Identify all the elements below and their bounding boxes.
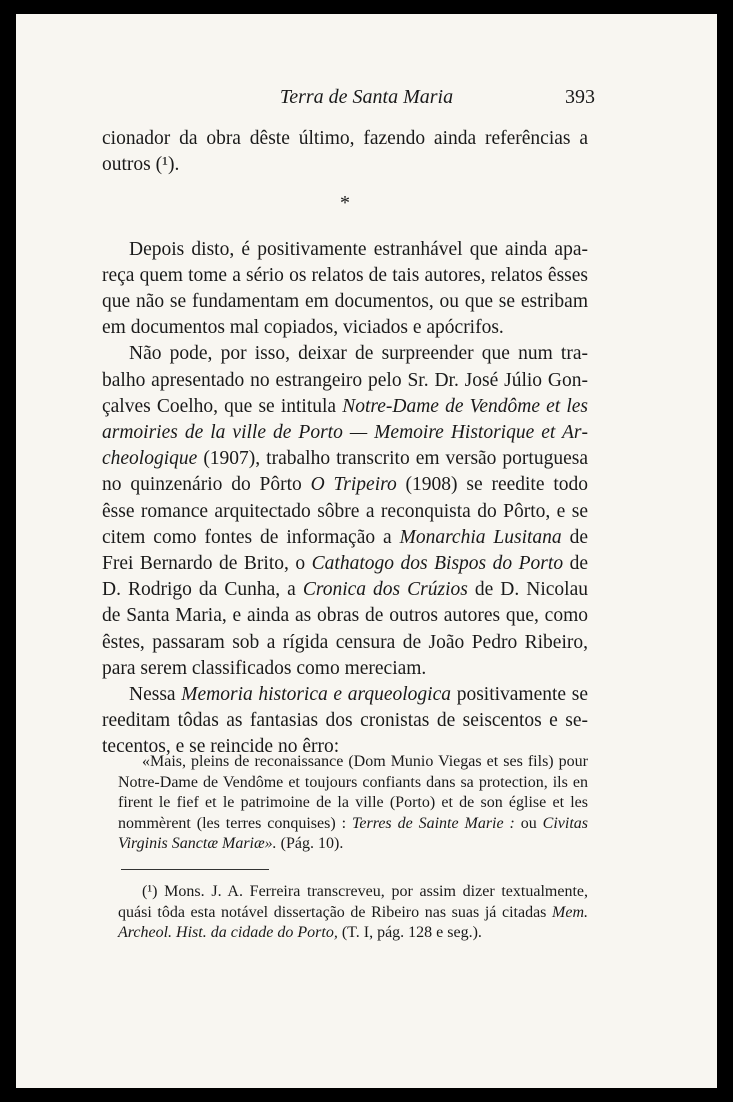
footnote-reference: (¹). — [155, 154, 180, 176]
text-run: de D. Rodrigo da Cunha, a — [102, 553, 588, 601]
paragraph-1: Depois disto, é positivamente estranhável que ainda apareça quem tome a sério os relatos de tais autores, relatos êsses que não se fundamentam em documentos, ou que se estribam em documentos mal copiados, viciados e apócrifos. — [102, 238, 588, 339]
italic-title: O Tripeiro — [310, 474, 397, 496]
text-run: (Pág. 10). — [276, 835, 344, 853]
paragraph-3 — [102, 682, 588, 761]
italic-title: Mem. Archeol. Hist. da cidade do Porto, — [118, 903, 588, 942]
italic-title: Civitas Virginis Sanctæ Mariæ». — [118, 814, 588, 853]
italic-title: Cronica dos Crúzios — [302, 579, 468, 601]
text-run: ou — [514, 814, 543, 832]
text-run: de Frei Bernardo de Brito, o — [102, 526, 588, 575]
text-run: (T. I, pág. 128 e seg.). — [337, 924, 482, 942]
page — [16, 14, 717, 1088]
text-run: (1907), trabalho transcrito em versão portuguesa no quinzenário do Pôrto — [102, 448, 588, 496]
quote-paragraph — [118, 752, 588, 855]
running-title: Terra de Santa Maria — [279, 86, 454, 108]
intro-paragraph — [102, 126, 588, 178]
intro-text: cionador da obra dêste último, fazendo ainda referências a outros — [102, 128, 588, 176]
paragraph-2 — [102, 341, 588, 682]
text-run: «Mais, pleins de reconaissance (Dom Munio Viegas et ses fils) pour Notre-Dame de Vendôme et toujours confiants dans sa protection, ils en firent le fief et le patrimoine de la ville (Porto) et de son église et les nommèrent (les terres conquises) : — [118, 753, 588, 832]
text-run: Não pode, por isso, deixar de surpreender que num trabalho apresentado no estrangeiro pelo Sr. Dr. José Júlio Gonçalves Coelho, que se intitula — [102, 343, 588, 417]
italic-title: Monarchia Lusitana — [399, 526, 562, 548]
footnote-marker: (¹) — [142, 883, 158, 900]
section-separator: * — [340, 192, 350, 215]
page-header — [16, 86, 717, 116]
body-text — [102, 126, 588, 761]
text-run: Nessa — [129, 684, 182, 706]
block-quote — [118, 752, 588, 855]
text-run: de D. Nicolau de Santa Maria, e ainda as obras de outros autores que, como êstes, passaram sob a rígida censura de João Pedro Ribeiro, para serem classificados como mereciam. — [102, 579, 588, 679]
footnote-rule — [121, 869, 269, 870]
text-run: positivamente se reeditam tôdas as fantasias dos cronistas de seiscentos e setecentos, e se reincide no êrro: — [102, 684, 588, 758]
italic-title: Cathatogo dos Bispos do Porto — [311, 553, 564, 575]
footnote-paragraph — [118, 882, 588, 944]
text-run: (1908) se reedite todo êsse romance arquitectado sôbre a reconquista do Pôrto, e se citem como fontes de informação a — [102, 474, 588, 548]
footnote — [118, 882, 588, 944]
italic-title: Notre-Dame de Vendôme et les armoiries de la ville de Porto — Memoire Historique et Archeologique — [102, 395, 588, 470]
text-run: Mons. J. A. Ferreira transcreveu, por assim dizer textualmente, quási tôda esta notável dissertação de Ribeiro nas suas já citadas — [118, 883, 588, 921]
italic-title: Terres de Sainte Marie : — [351, 814, 515, 832]
page-number: 393 — [565, 86, 595, 108]
italic-title: Memoria historica e arqueologica — [181, 684, 452, 706]
